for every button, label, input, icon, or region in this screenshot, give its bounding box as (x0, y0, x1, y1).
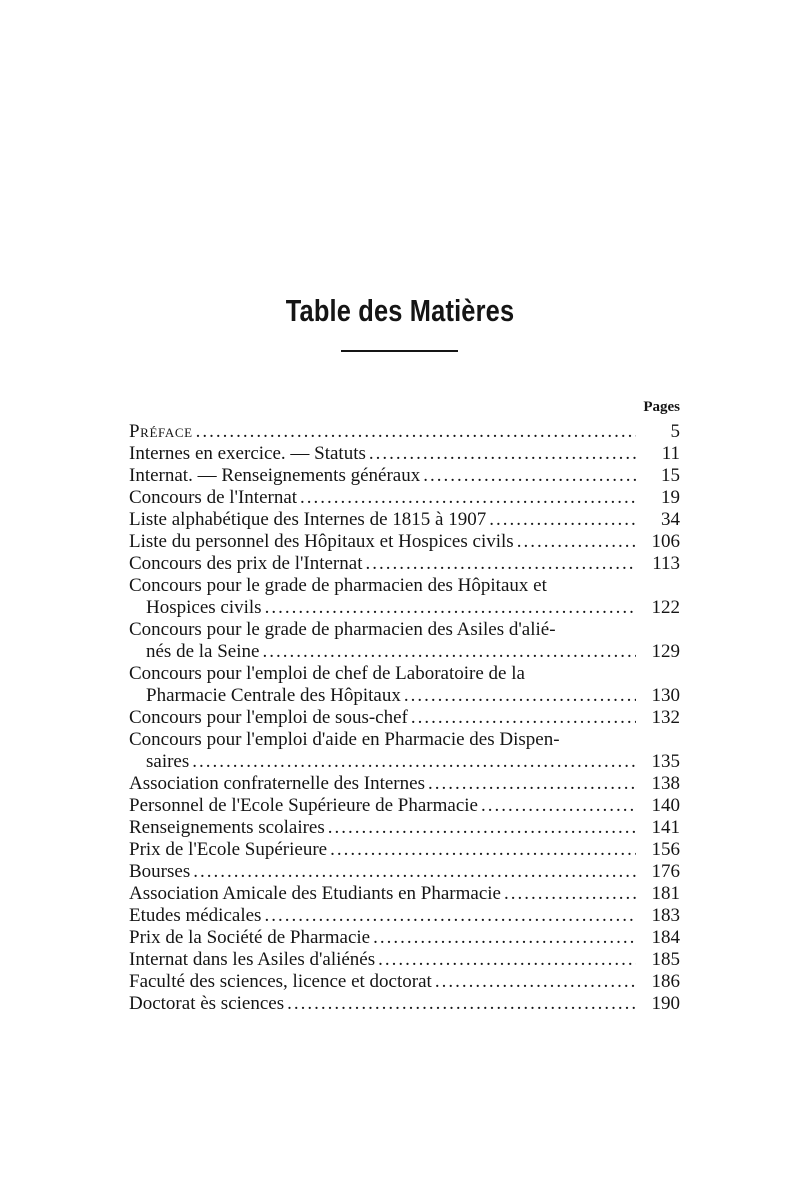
toc-entry (129, 795, 680, 817)
toc-entry-title: Pharmacie Centrale des Hôpitaux (146, 685, 401, 706)
toc-entry-title: Préface (129, 421, 193, 442)
toc-entry-title: saires (146, 751, 190, 772)
toc-entry-line (129, 883, 680, 905)
toc-entry-title: Concours pour l'emploi d'aide en Pharmacie des Dispen- (129, 729, 560, 750)
toc-page-number: 183 (651, 905, 680, 926)
toc-entry-line (129, 597, 680, 619)
toc-entry (129, 729, 680, 773)
dot-leader (193, 861, 636, 883)
toc-entry-title: Concours des prix de l'Internat (129, 553, 363, 574)
toc-entry-line (129, 707, 680, 729)
dot-leader (435, 971, 636, 993)
toc-entry-line (129, 751, 680, 773)
toc-entry (129, 817, 680, 839)
toc-page-number: 135 (651, 751, 680, 772)
dot-leader (373, 927, 636, 949)
toc-entry-title: Concours pour l'emploi de chef de Laboratoire de la (129, 663, 525, 684)
toc-entry (129, 993, 680, 1015)
toc-entry-line-wrapped (129, 619, 680, 641)
toc-entry-title: Internat. — Renseignements généraux (129, 465, 421, 486)
toc-page-number: 122 (651, 597, 680, 618)
toc-entry-title: Liste du personnel des Hôpitaux et Hospices civils (129, 531, 514, 552)
toc-entry-line (129, 971, 680, 993)
title-rule (341, 350, 458, 352)
toc-entry-title: Renseignements scolaires (129, 817, 325, 838)
toc-page-number: 140 (651, 795, 680, 816)
toc-entry (129, 927, 680, 949)
toc-entry-line (129, 487, 680, 509)
toc-entry-title: Bourses (129, 861, 191, 882)
toc-entry (129, 531, 680, 553)
toc-entry (129, 619, 680, 663)
toc-entry-title: Concours pour l'emploi de sous-chef (129, 707, 408, 728)
toc-entry-title: Concours pour le grade de pharmacien des Asiles d'alié- (129, 619, 556, 640)
toc-entry-title: Doctorat ès sciences (129, 993, 285, 1014)
toc-entry-title: Liste alphabétique des Internes de 1815 à 1907 (129, 509, 487, 530)
toc-page-number: 5 (670, 421, 680, 442)
dot-leader (423, 465, 636, 487)
toc-entry-line-wrapped (129, 729, 680, 751)
toc-entry (129, 465, 680, 487)
dot-leader (481, 795, 636, 817)
page-title: Table des Matières (285, 292, 515, 328)
dot-leader (517, 531, 636, 553)
dot-leader (192, 751, 636, 773)
toc-entry (129, 553, 680, 575)
toc-entry-title: Prix de l'Ecole Supérieure (129, 839, 328, 860)
toc-page-number: 141 (651, 817, 680, 838)
dot-leader (328, 817, 636, 839)
toc-entry-line (129, 685, 680, 707)
dot-leader (378, 949, 636, 971)
toc-page-number: 132 (651, 707, 680, 728)
toc-entry-line (129, 927, 680, 949)
toc-entry (129, 575, 680, 619)
toc-entry-line (129, 531, 680, 553)
toc-entry-line (129, 949, 680, 971)
toc-entry-title: Internes en exercice. — Statuts (129, 443, 366, 464)
toc-entry-title: Internat dans les Asiles d'aliénés (129, 949, 376, 970)
dot-leader (196, 421, 636, 443)
toc-entry-line (129, 553, 680, 575)
toc-entry (129, 663, 680, 707)
toc-entry-line (129, 839, 680, 861)
dot-leader (489, 509, 636, 531)
toc-entry (129, 509, 680, 531)
toc-entry-title: Hospices civils (146, 597, 262, 618)
dot-leader (264, 905, 636, 927)
dot-leader (365, 553, 636, 575)
toc-entry-title: nés de la Seine (146, 641, 260, 662)
dot-leader (428, 773, 636, 795)
dot-leader (287, 993, 636, 1015)
pages-column-header: Pages (643, 399, 680, 415)
dot-leader (262, 641, 636, 663)
toc-page-number: 181 (651, 883, 680, 904)
toc-entry (129, 773, 680, 795)
toc-entry-line (129, 443, 680, 465)
toc-entry-title: Association confraternelle des Internes (129, 773, 425, 794)
toc-entry-line (129, 993, 680, 1015)
toc-entry-line (129, 817, 680, 839)
toc-entry (129, 707, 680, 729)
toc-page-number: 176 (651, 861, 680, 882)
dot-leader (411, 707, 636, 729)
toc-page-number: 34 (661, 509, 680, 530)
dot-leader (300, 487, 636, 509)
toc-entry-line (129, 773, 680, 795)
toc-entry-line-wrapped (129, 575, 680, 597)
toc-entry-title: Etudes médicales (129, 905, 262, 926)
toc-entry-line (129, 795, 680, 817)
toc-entry-line (129, 861, 680, 883)
toc-page-number: 138 (651, 773, 680, 794)
dot-leader (330, 839, 636, 861)
toc-entry-line (129, 509, 680, 531)
toc-page-number: 129 (651, 641, 680, 662)
toc-page-number: 184 (651, 927, 680, 948)
toc-page-number: 130 (651, 685, 680, 706)
toc-entry-title: Personnel de l'Ecole Supérieure de Pharmacie (129, 795, 478, 816)
toc-page-number: 113 (652, 553, 680, 574)
toc-entry-title: Faculté des sciences, licence et doctorat (129, 971, 432, 992)
toc-entry (129, 949, 680, 971)
toc-entry-line (129, 421, 680, 443)
table-of-contents (129, 421, 680, 1015)
toc-entry-title: Association Amicale des Etudiants en Pharmacie (129, 883, 501, 904)
toc-page-number: 185 (651, 949, 680, 970)
toc-entry (129, 905, 680, 927)
toc-entry-title: Prix de la Société de Pharmacie (129, 927, 371, 948)
dot-leader (404, 685, 636, 707)
toc-page-number: 156 (651, 839, 680, 860)
dot-leader (369, 443, 636, 465)
toc-entry (129, 971, 680, 993)
toc-entry-line (129, 465, 680, 487)
toc-page-number: 19 (661, 487, 680, 508)
dot-leader (265, 597, 636, 619)
toc-page-number: 190 (651, 993, 680, 1014)
toc-entry (129, 861, 680, 883)
toc-entry-line (129, 641, 680, 663)
toc-page-number: 11 (661, 443, 680, 464)
toc-entry (129, 443, 680, 465)
toc-page-number: 186 (651, 971, 680, 992)
toc-page-number: 15 (661, 465, 680, 486)
toc-entry (129, 421, 680, 443)
toc-page-number: 106 (651, 531, 680, 552)
toc-entry (129, 839, 680, 861)
toc-entry-title: Concours de l'Internat (129, 487, 298, 508)
dot-leader (504, 883, 636, 905)
toc-entry-line (129, 905, 680, 927)
toc-entry-title: Concours pour le grade de pharmacien des Hôpitaux et (129, 575, 547, 596)
toc-entry-line-wrapped (129, 663, 680, 685)
toc-entry (129, 487, 680, 509)
toc-entry (129, 883, 680, 905)
